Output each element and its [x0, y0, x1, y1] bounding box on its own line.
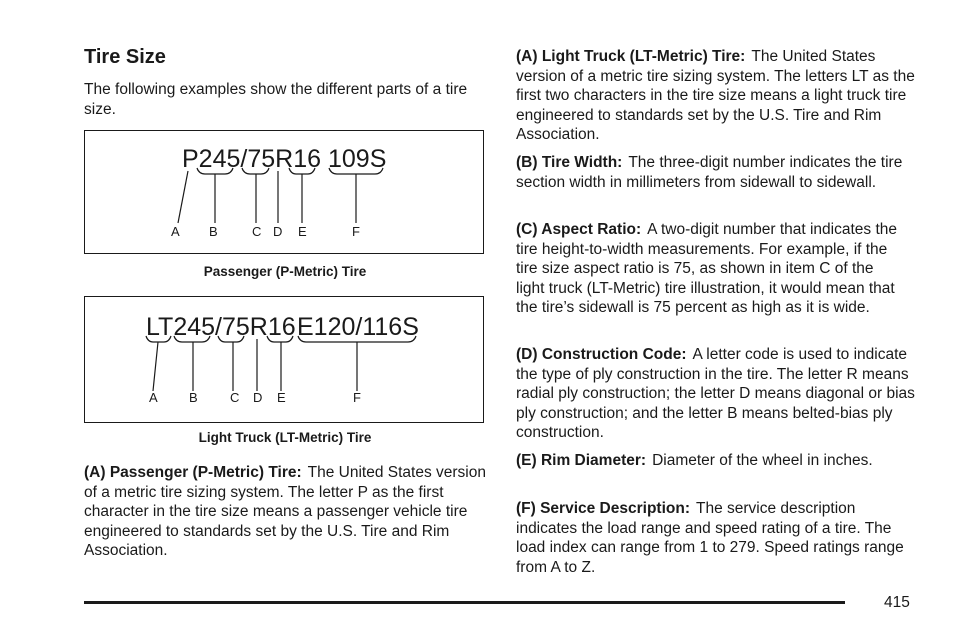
paragraph-rim-diameter — [516, 451, 916, 471]
page-number: 415 — [884, 594, 910, 611]
passenger-tire-diagram — [84, 130, 484, 254]
paragraph-term: (B) Tire Width: — [516, 154, 623, 171]
paragraph-text: A two-digit number that indicates the tire height-to-width measurements. For example, if the tire size aspect ratio is 75, as shown in item C of the light truck (LT-Metric) tire illustration, it would mean that the tire’s sidewall is 75 percent as high as it is wide. — [516, 221, 898, 316]
paragraph-construction-code — [516, 345, 916, 443]
paragraph-light-truck-tire — [516, 47, 916, 145]
footer-rule — [84, 601, 845, 604]
paragraph-term: (A) Passenger (P-Metric) Tire: — [84, 464, 302, 481]
intro-text: The following examples show the different parts of a tire size. — [84, 81, 468, 118]
paragraph-text: The United States version of a metric tire sizing system. The letters LT as the first two characters in the tire size means a light truck tire engineered to standards set by the U.S. Tire and Rim Association. — [516, 48, 915, 143]
label-d: D — [273, 224, 283, 239]
label-f: F — [352, 224, 360, 239]
paragraph-term: (A) Light Truck (LT-Metric) Tire: — [516, 48, 746, 65]
lt-size-code: LT245/75R16 — [146, 313, 296, 341]
label-b: B — [209, 224, 218, 239]
passenger-tire-svg — [85, 131, 485, 255]
label-c: C — [230, 390, 240, 405]
label-f: F — [353, 390, 361, 405]
label-e: E — [277, 390, 286, 405]
pointer-f — [298, 336, 416, 391]
pointer-e — [289, 168, 315, 223]
paragraph-text: A letter code is used to indicate the type of ply construction in the tire. The letter R means radial ply construction; the letter D means diagonal or bias ply construction; and the letter B means belted-bias ply construction. — [516, 346, 915, 441]
pointer-f — [329, 168, 383, 223]
paragraph-tire-width — [516, 153, 916, 192]
pointer-e — [267, 336, 293, 391]
paragraph-service-description — [516, 499, 916, 577]
label-b: B — [189, 390, 198, 405]
pointer-a — [146, 336, 171, 391]
passenger-service-code: 109S — [328, 145, 387, 173]
paragraph-term: (C) Aspect Ratio: — [516, 221, 642, 238]
lt-service-code: E120/116S — [297, 313, 419, 341]
pointer-b — [197, 168, 233, 223]
label-d: D — [253, 390, 263, 405]
label-c: C — [252, 224, 262, 239]
light-truck-tire-diagram — [84, 296, 484, 423]
section-title: Tire Size — [84, 46, 166, 68]
light-truck-tire-svg — [85, 297, 485, 424]
paragraph-term: (D) Construction Code: — [516, 346, 687, 363]
label-e: E — [298, 224, 307, 239]
pointer-c — [242, 168, 269, 223]
paragraph-text: Diameter of the wheel in inches. — [652, 452, 873, 469]
pointer-c — [218, 336, 244, 391]
pointer-b — [174, 336, 210, 391]
paragraph-term: (F) Service Description: — [516, 500, 690, 517]
label-a: A — [149, 390, 158, 405]
paragraph-passenger-tire — [84, 463, 486, 561]
pointer-a — [178, 171, 188, 223]
label-a: A — [171, 224, 180, 239]
paragraph-text: The United States version of a metric tire sizing system. The letter P as the first character in the tire size means a passenger vehicle tire engineered to standards set by the U.S. Tire and Rim Association. — [84, 464, 486, 559]
passenger-size-code: P245/75R16 — [182, 145, 322, 173]
paragraph-term: (E) Rim Diameter: — [516, 452, 647, 469]
light-truck-caption: Light Truck (LT-Metric) Tire — [198, 430, 372, 445]
passenger-caption: Passenger (P-Metric) Tire — [203, 264, 367, 279]
paragraph-aspect-ratio — [516, 220, 901, 318]
paragraph-text: The three-digit number indicates the tire section width in millimeters from sidewall to sidewall. — [516, 154, 903, 191]
paragraph-text: The service description indicates the load range and speed rating of a tire. The load index can range from 1 to 279. Speed ratings range from A to Z. — [516, 500, 904, 576]
